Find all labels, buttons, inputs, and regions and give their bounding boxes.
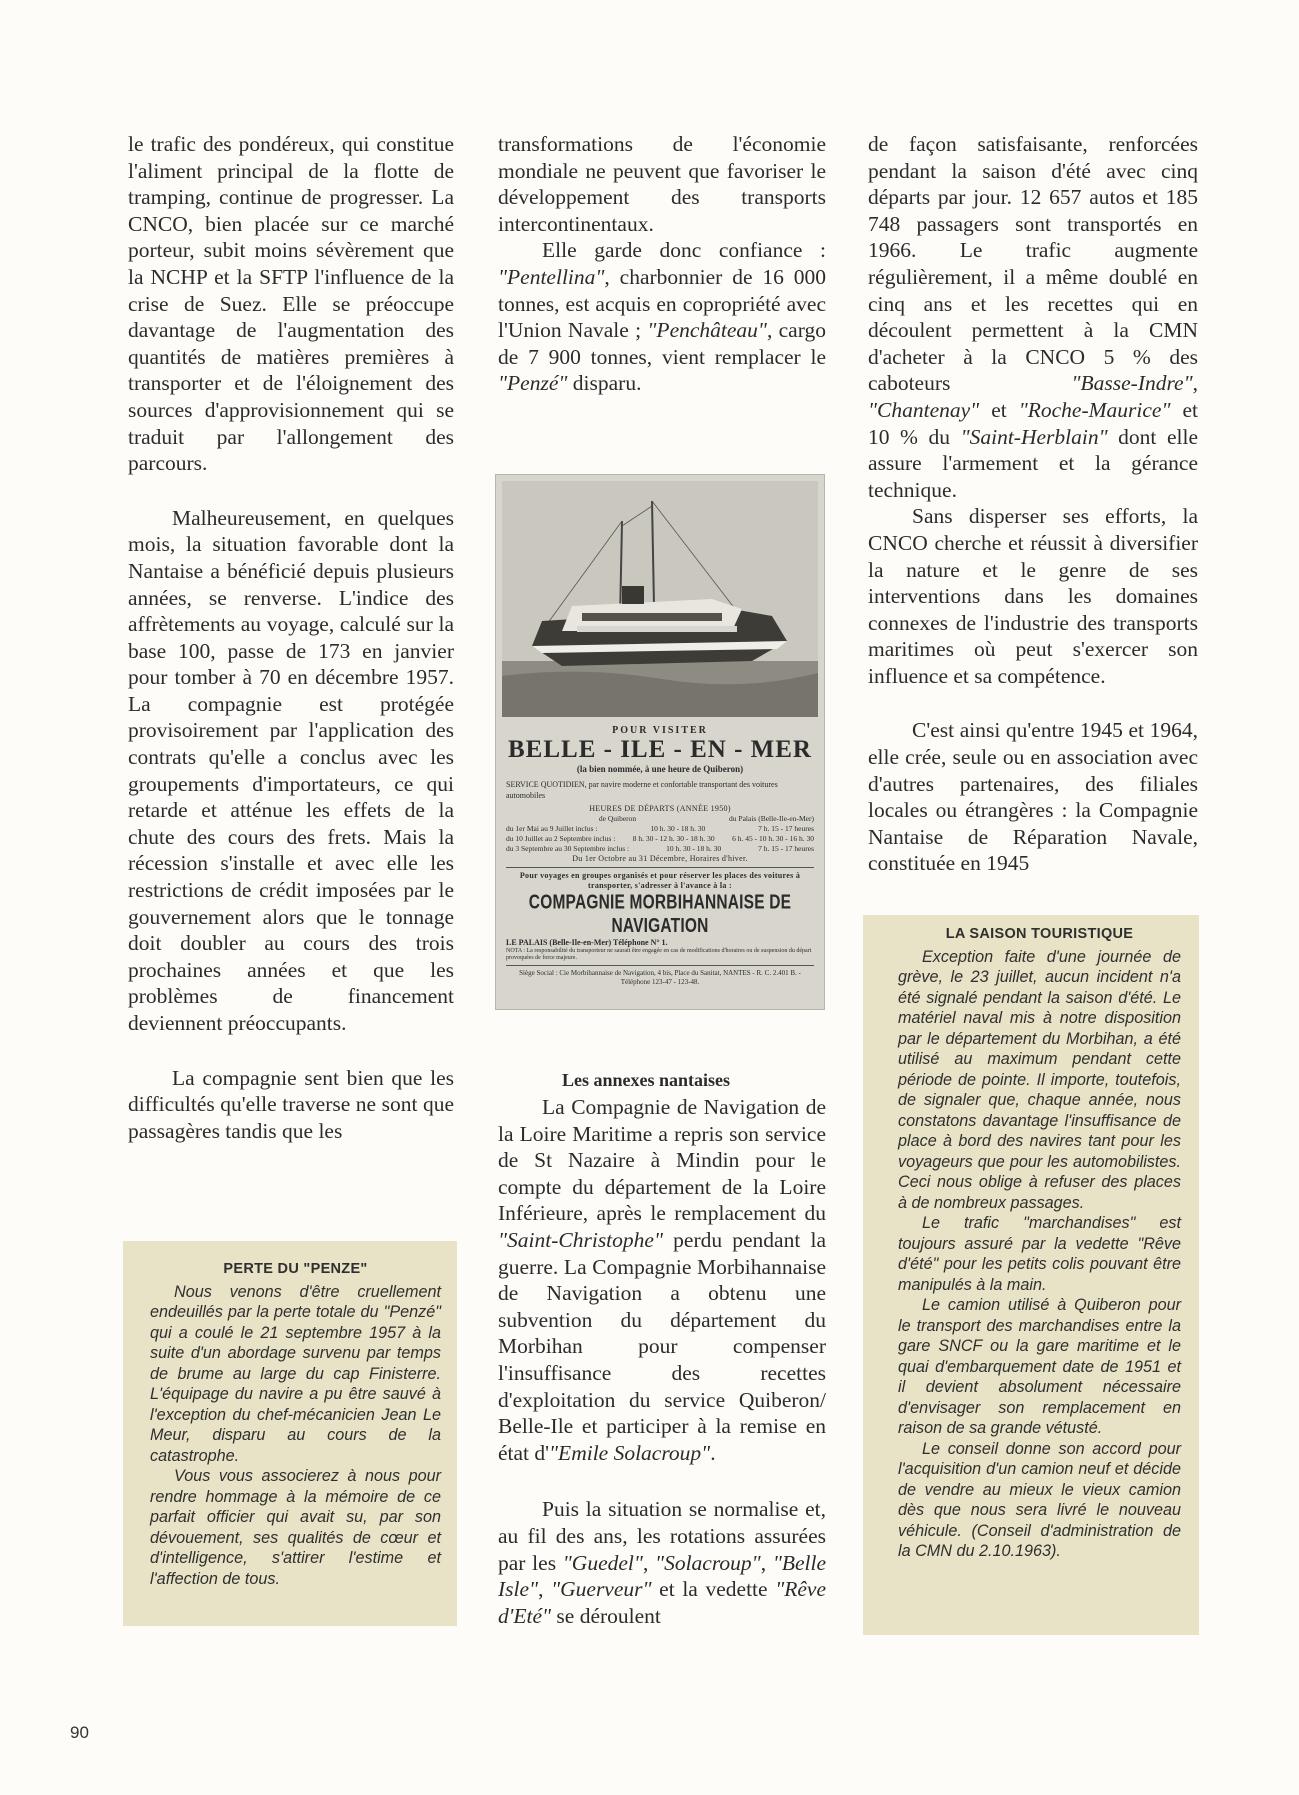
sidebar-paragraph: Le conseil donne son accord pour l'acquisition d'un camion neuf et décide de vendre au mieux le vieux camion dès que nous sera livré le nouveau véhicule. (Conseil d'administration de la CMN du 2.10.1963). [898,1439,1181,1560]
ship-name: "Guerveur" [551,1577,652,1602]
column-3 [868,131,1198,877]
paragraph: de façon satisfaisante, renforcées pendant la saison d'été avec cinq départs par jour. 12 657 autos et 185 748 passagers sont transportés en 1966. Le trafic augmente régulièrement, il a même doublé en cinq ans et les recettes qui en découlent permettent à la CMN d'acheter à la CNCO 5 % des caboteurs "Basse-Indre", "Chantenay" et "Roche-Maurice" et 10 % du "Saint-Herblain" dont elle assure l'armement et la gérance technique. [868,132,1198,502]
sidebar-paragraph: Nous venons d'être cruellement endeuillés par la perte totale du "Penzé" qui a coulé le 21 septembre 1957 à la suite d'un abordage survenu par temps de brume au large du cap Finisterre. L'équipage du navire a pu être sauvé à l'exception du chef-mécanicien Jean Le Meur, disparu au cours de la catastrophe. [150,1282,441,1465]
sidebar-paragraph: Le trafic "marchandises" est toujours assuré par la vedette "Rêve d'été" pour les petits colis pouvant être manipulés à la main. [898,1214,1181,1294]
paragraph: le trafic des pondéreux, qui constitue l'aliment principal de la flotte de tramping, continue de progresser. La CNCO, bien placée sur ce marché porteur, subit moins sévèrement que la NCHP et la SFTP l'influence de la crise de Suez. Elle se préoccupe davantage de l'augmentation des quantités de matières premières à transporter et de l'éloignement des sources d'approvisionnement qui se traduit par l'allongement des parcours. [128,132,454,476]
page-number: 90 [70,1723,89,1742]
sidebar-saison-touristique [863,915,1199,1635]
ship-name: "Chantenay" [868,397,980,422]
poster-subtitle: (la bien nommée, à une heure de Quiberon) [576,764,744,774]
ship-name: "Solacroup" [655,1550,761,1575]
poster-text: POUR VISITER BELLE - ILE - EN - MER (la bien nommée, à une heure de Quiberon) SERVICE QUOTIDIEN, par navire moderne et confortable transportant des voitures automobiles HEURES DE DÉPARTS (ANNÉE 1950) de Quiberon du Palais (Belle-Ile-en-Mer) du 1er Mai au 9 Juillet inclus : 10 h. 30 - 18 h. 30 7 h. 15 - 17 heures du 10 Juillet au 2 Septembre inclus : 8 h. 30 - 12 h. 30 - 18 h. 30 6 h. 45 - 10 h. 30 - 16 h. 30 du 3 Septembre au 30 Septembre inclus : 10 h. 30 - 18 h. 30 7 h. 15 - 17 heures Du 1er Octobre au 31 Décembre, Horaires d'hiver. Pour voyages en groupes organisés et pour réserver les places des voitures à transporter, s'adresser à l'avance à la : COMPAGNIE MORBIHANNAISE DE NAVIGATION LE PALAIS (Belle-Ile-en-Mer) Téléphone N° 1. NOTA : La responsabilité du transporteur ne saurait être engagée en cas de modifications d'horaires ou de suspension du départ provoquées de force majeure. Siège Social : Cie Morbihannaise de Navigation, 4 bis, Place du Sanitat, NANTES - R. C. 2.401 B. - Téléphone 123-47 - 123-48. [506,725,814,986]
column-1 [128,131,454,1144]
poster-service: SERVICE QUOTIDIEN, par navire moderne et confortable transportant des voitures automobiles [506,780,778,800]
ship-name: "Belle Isle" [498,1550,827,1602]
ship-name: "Saint-Herblain" [960,424,1108,449]
poster-siege: Siège Social : Cie Morbihannaise de Navigation, 4 bis, Place du Sanitat, NANTES - R. C. 2.401 B. - Téléphone 123-47 - 123-48. [519,969,801,986]
poster-groups: Pour voyages en groupes organisés et pour réserver les places des voitures à transporter, s'adresser à l'avance à la : [519,871,801,890]
poster-palais: LE PALAIS (Belle-Ile-en-Mer) Téléphone N° 1. [506,938,668,947]
ship-name: "Rêve d'Eté" [498,1577,827,1628]
paragraph: C'est ainsi qu'entre 1945 et 1964, elle crée, seule ou en association avec d'autres partenaires, des filiales locales ou étrangères : la Compagnie Nantaise de Réparation Navale, constituée en 1945 [868,718,1198,876]
sidebar-paragraph: Vous vous associerez à nous pour rendre hommage à la mémoire de ce parfait officier qui avait su, par son dévouement, ses qualités de cœur et d'intelligence, s'attirer l'estime et l'affection de tous. [150,1467,441,1588]
poster-row: du 10 Juillet au 2 Septembre inclus : 8 h. 30 - 12 h. 30 - 18 h. 30 6 h. 45 - 10 h. 30 - 16 h. 30 [506,834,814,843]
ship-photo [502,481,818,717]
ship-name: "Penzé" [498,371,568,396]
paragraph: Puis la situation se normalise et, au fil des ans, les rotations assurées par les "Guedel", "Solacroup", "Belle Isle", "Guerveur" et la vedette "Rêve d'Eté" se déroulent [498,1497,827,1628]
paragraph: transformations de l'économie mondiale ne peuvent que favoriser le développement des transports intercontinentaux. [498,132,826,236]
paragraph: Sans disperser ses efforts, la CNCO cherche et réussit à diversifier la nature et le genre de ses interventions dans les domaines connexes de l'industrie des transports maritimes où peut s'exercer son influence et sa compétence. [868,504,1198,688]
poster-nota: NOTA : La responsabilité du transporteur ne saurait être engagée en cas de modifications d'horaires ou de suspension du départ provoquées de force majeure. [506,948,812,961]
column-2-top [498,131,826,397]
poster-winter: Du 1er Octobre au 31 Décembre, Horaires d'hiver. [572,854,748,863]
sidebar-title: PERTE DU "PENZE" [223,1261,368,1277]
column-2-bottom [498,1068,826,1629]
poster-image [495,474,825,1010]
sidebar-title: LA SAISON TOURISTIQUE [945,926,1134,942]
paragraph: Elle garde donc confiance : "Pentellina", charbonnier de 16 000 tonnes, est acquis en copropriété avec l'Union Navale ; "Penchâteau", cargo de 7 900 tonnes, vient remplacer le "Penzé" disparu. [498,238,827,396]
ship-name: "Penchâteau" [647,318,767,343]
poster-row: du 1er Mai au 9 Juillet inclus : 10 h. 30 - 18 h. 30 7 h. 15 - 17 heures [506,824,814,833]
poster-pour: POUR VISITER [612,725,708,736]
paragraph: La compagnie sent bien que les difficultés qu'elle traverse ne sont que passagères tandis que les [128,1065,454,1143]
paragraph: La Compagnie de Navigation de la Loire Maritime a repris son service de St Nazaire à Mindin pour le compte du département de la Loire Inférieure, après le remplacement du "Saint-Christophe" perdu pendant la guerre. La Compagnie Morbihannaise de Navigation a obtenu une subvention du département du Morbihan pour compenser l'insuffisance des recettes d'exploitation du service Quiberon/ Belle-Ile et participer à la remise en état d'"Emile Solacroup". [498,1095,826,1465]
sidebar-paragraph: Le camion utilisé à Quiberon pour le transport des marchandises entre la gare SNCF ou la gare maritime et le quai d'embarquement date de 1951 et il devient absolument nécessaire d'envisager son remplacement en raison de sa grande vétusté. [898,1296,1181,1437]
ship-name: "Guedel" [562,1550,643,1575]
ship-name: "Pentellina" [498,264,605,289]
poster-horaires: HEURES DE DÉPARTS (ANNÉE 1950) [589,804,731,813]
section-heading: Les annexes nantaises [562,1070,731,1090]
ship-name: "Saint-Christophe" [498,1227,663,1252]
ship-name: "Basse-Indre" [1071,371,1193,396]
poster-row: du 3 Septembre au 30 Septembre inclus : 10 h. 30 - 18 h. 30 7 h. 15 - 17 heures [506,844,814,853]
paragraph: Malheureusement, en quelques mois, la situation favorable dont la Nantaise a bénéficié depuis plusieurs années, se renverse. L'indice des affrètements au voyage, calculé sur la base 100, passe de 173 en janvier pour tomber à 70 en décembre 1957. La compagnie est protégée provisoirement par l'application des contrats qu'elle a conclus avec les groupements d'importateurs, ce qui retarde et atténue les effets de la chute des cours des frets. Mais la récession s'installe et avec elle les restrictions de crédit imposées par le gouvernement alors que le tonnage doit doubler au cours des trois prochaines années et que les problèmes de financement deviennent préoccupants. [128,505,454,1035]
poster-title: BELLE - ILE - EN - MER [508,736,812,763]
ship-name: "Roche-Maurice" [1018,397,1171,422]
ship-name: "Emile Solacroup" [549,1440,711,1465]
poster-company: COMPAGNIE MORBIHANNAISE DE NAVIGATION [528,891,792,938]
sidebar-paragraph: Exception faite d'une journée de grève, le 23 juillet, aucun incident n'a été signalé pendant la saison d'été. Le matériel naval mis à notre disposition par le département du Morbihan, a été utilisé au maximum pendant cette période de pointe. Il importe, toutefois, de signaler que, chaque année, nous constatons davantage l'insuffisance de place à bord des navires tant pour les voyageurs que pour les automobilistes. Ceci nous oblige à refuser des places à de nombreux passages. [898,947,1181,1212]
sidebar-perte-du-penze [123,1241,457,1626]
